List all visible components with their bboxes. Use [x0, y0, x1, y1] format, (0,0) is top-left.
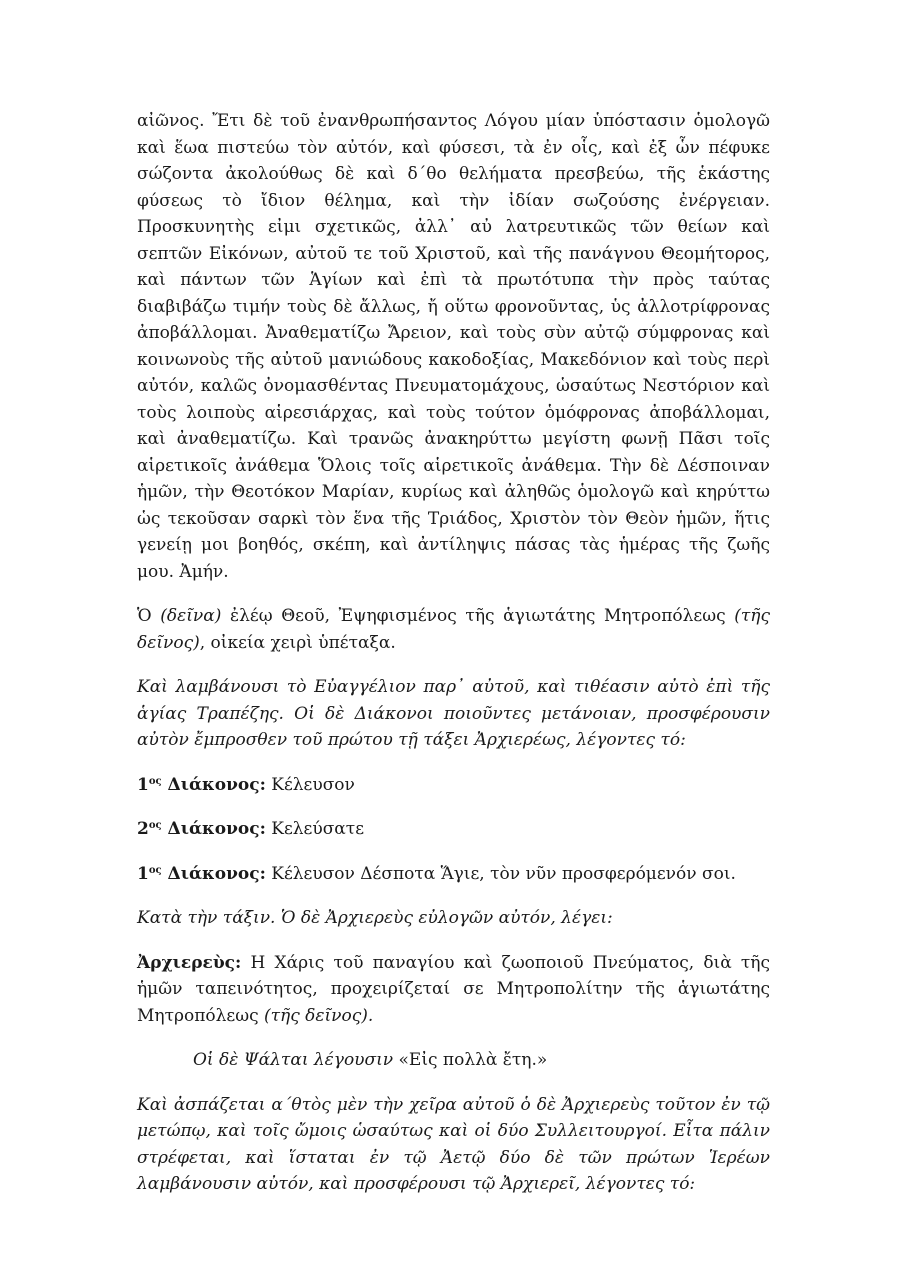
rubric-kiss: Καὶ ἀσπάζεται α΄θτὸς μὲν τὴν χεῖρα αὐτοῦ ὁ δὲ Ἀρχιερεὺς τοῦτον ἐν τῷ μετώπῳ, καὶ τοῖς ὤμοις ὡσαύτως καὶ οἱ δύο Συλλειτουργοί. Εἶτα πάλιν στρέφεται, καὶ ἵσταται ἐν τῷ Ἀετῷ δύο δὲ τῶν πρώτων Ἱερέων λαμβάνουσιν αὐτόν, καὶ προσφέρουσι τῷ Ἀρχιερεῖ, λέγοντες τό: [137, 1094, 770, 1194]
bishop-line [137, 950, 770, 1030]
ordinal-suffix: ος [148, 820, 162, 831]
signature-line [137, 603, 770, 656]
ordinal-suffix: ος [148, 864, 162, 876]
deacon-line-1 [137, 772, 770, 799]
deacon-line-2 [137, 816, 770, 843]
signature-middle: ἐλέῳ Θεοῦ, Ἐψηφισμένος τῆς ἁγιωτάτης Μητροπόλεως [221, 606, 735, 626]
spoken-text: Κελεύσατε [265, 819, 364, 839]
speaker-number: 2 [137, 819, 149, 839]
prayer-paragraph: αἰῶνος. Ἔτι δὲ τοῦ ἐνανθρωπήσαντος Λόγου μίαν ὑπόστασιν ὁμολογῶ καὶ ἕωα πιστεύω τὸν αὐτόν, καὶ φύσεσι, τὰ ἐν οἷς, καὶ ἐξ ὧν πέφυκε σώζοντα ἀκολούθως δὲ καὶ δ΄θο θελήματα πρεσβεύω, τῆς ἑκάστης φύσεως τὸ ἴδιον θέλημα, καὶ τὴν ἰδίαν σωζούσης ἐνέργειαν. Προσκυνητὴς εἰμι σχετικῶς, ἀλλ᾽ αὐ λατρευτικῶς τῶν θείων καὶ σεπτῶν Εἰκόνων, αὐτοῦ τε τοῦ Χριστοῦ, καὶ τῆς πανάγνου Θεομήτορος, καὶ πάντων τῶν Ἁγίων καὶ ἐπὶ τὰ πρωτότυπα τὴν πρὸς ταύτας διαβιβάζω τιμήν τοὺς δὲ ἄλλως, ἤ οὕτω φρονοῦντας, ὑς ἀλλοτρίφρονας ἀποβάλλομαι. Ἀναθεματίζω Ἄρειον, καὶ τοὺς σὺν αὐτῷ σύμφρονας καὶ κοινωνοὺς τῆς αὐτοῦ μανιώδους κακοδοξίας, Μακεδόνιον καὶ τοὺς περὶ αὐτόν, καλῶς ὀνομασθέντας Πνευματομάχους, ὡσαύτως Νεστόριον καὶ τοὺς λοιποὺς αἱρεσιάρχας, καὶ τοὺς τούτον ὁμόφρονας ἀποβάλλομαι, καὶ ἀναθεματίζω. Καὶ τρανῶς ἀνακηρύττω μεγίστη φωνῇ Πᾶσι τοῖς αἱρετικοῖς ἀνάθεμα Ὅλοις τοῖς αἱρετικοῖς ἀνάθεμα. Τὴν δὲ Δέσποιναν ἡμῶν, τὴν Θεοτόκον Μαρίαν, κυρίως καὶ ἀληθῶς ὁμολογῶ καὶ κηρύττω ὡς τεκοῦσαν σαρκὶ τὸν ἕνα τῆς Τριάδος, Χριστὸν τὸν Θεὸν ἡμῶν, ἥτις γενείῃ μοι βοηθός, σκέπη, καὶ ἀντίληψις πάσας τὰς ἡμέρας τῆς ζωῆς μου. Ἀμήν. [137, 111, 770, 582]
speaker-number: 1 [137, 863, 149, 884]
rubric-blessing: Κατὰ τὴν τάξιν. Ὁ δὲ Ἀρχιερεὺς εὐλογῶν αὐτόν, λέγει: [137, 908, 613, 928]
signature-end: , οἰκεία χειρὶ ὑπέταξα. [199, 632, 396, 653]
rubric-gospel: Καὶ λαμβάνουσι τὸ Εὐαγγέλιον παρ᾽ αὐτοῦ, καὶ τιθέασιν αὐτὸ ἐπὶ τῆς ἁγίας Τραπέζης. Οἱ δὲ Διάκονοι ποιοῦντες μετάνοιαν, προσφέρουσιν αὐτὸν ἔμπροσθεν τοῦ πρώτου τῇ τάξει Ἀρχιερέως, λέγοντες τό: [137, 677, 770, 750]
speaker-role: Διάκονος: [161, 863, 266, 884]
speaker-role: Διάκονος: [161, 819, 266, 839]
chant-rubric: Οἱ δὲ Ψάλται λέγουσιν [193, 1050, 399, 1070]
spoken-text: Κέλευσον Δέσποτα Ἅγιε, τὸν νῦν προσφερόμενόν σοι. [265, 863, 736, 884]
chant-text: «Εἰς πολλὰ ἔτη.» [398, 1050, 548, 1070]
signature-prefix: Ὁ [137, 606, 161, 626]
speaker-role: Ἀρχιερεὺς: [137, 952, 242, 973]
speaker-number: 1 [137, 774, 149, 795]
ordinal-suffix: ος [148, 775, 162, 787]
metropolis-name-placeholder: (τῆς δεῖνος). [264, 1005, 374, 1026]
spoken-text: Κέλευσον [265, 774, 355, 795]
spoken-text: Η Χάρις τοῦ παναγίου καὶ ζωοποιοῦ Πνεύματος, διὰ τῆς ἡμῶν ταπεινότητος, προχειρίζεταί σε Μητροπολίτην τῆς ἁγιωτάτης Μητροπόλεως [137, 952, 770, 1026]
signature-name-placeholder: (δεῖνα) [160, 606, 222, 626]
deacon-line-3 [137, 861, 770, 888]
metropolis-name-placeholder: (τῆς δεῖνος) [137, 606, 770, 653]
chanters-line [137, 1047, 770, 1074]
speaker-role: Διάκονος: [161, 774, 266, 795]
